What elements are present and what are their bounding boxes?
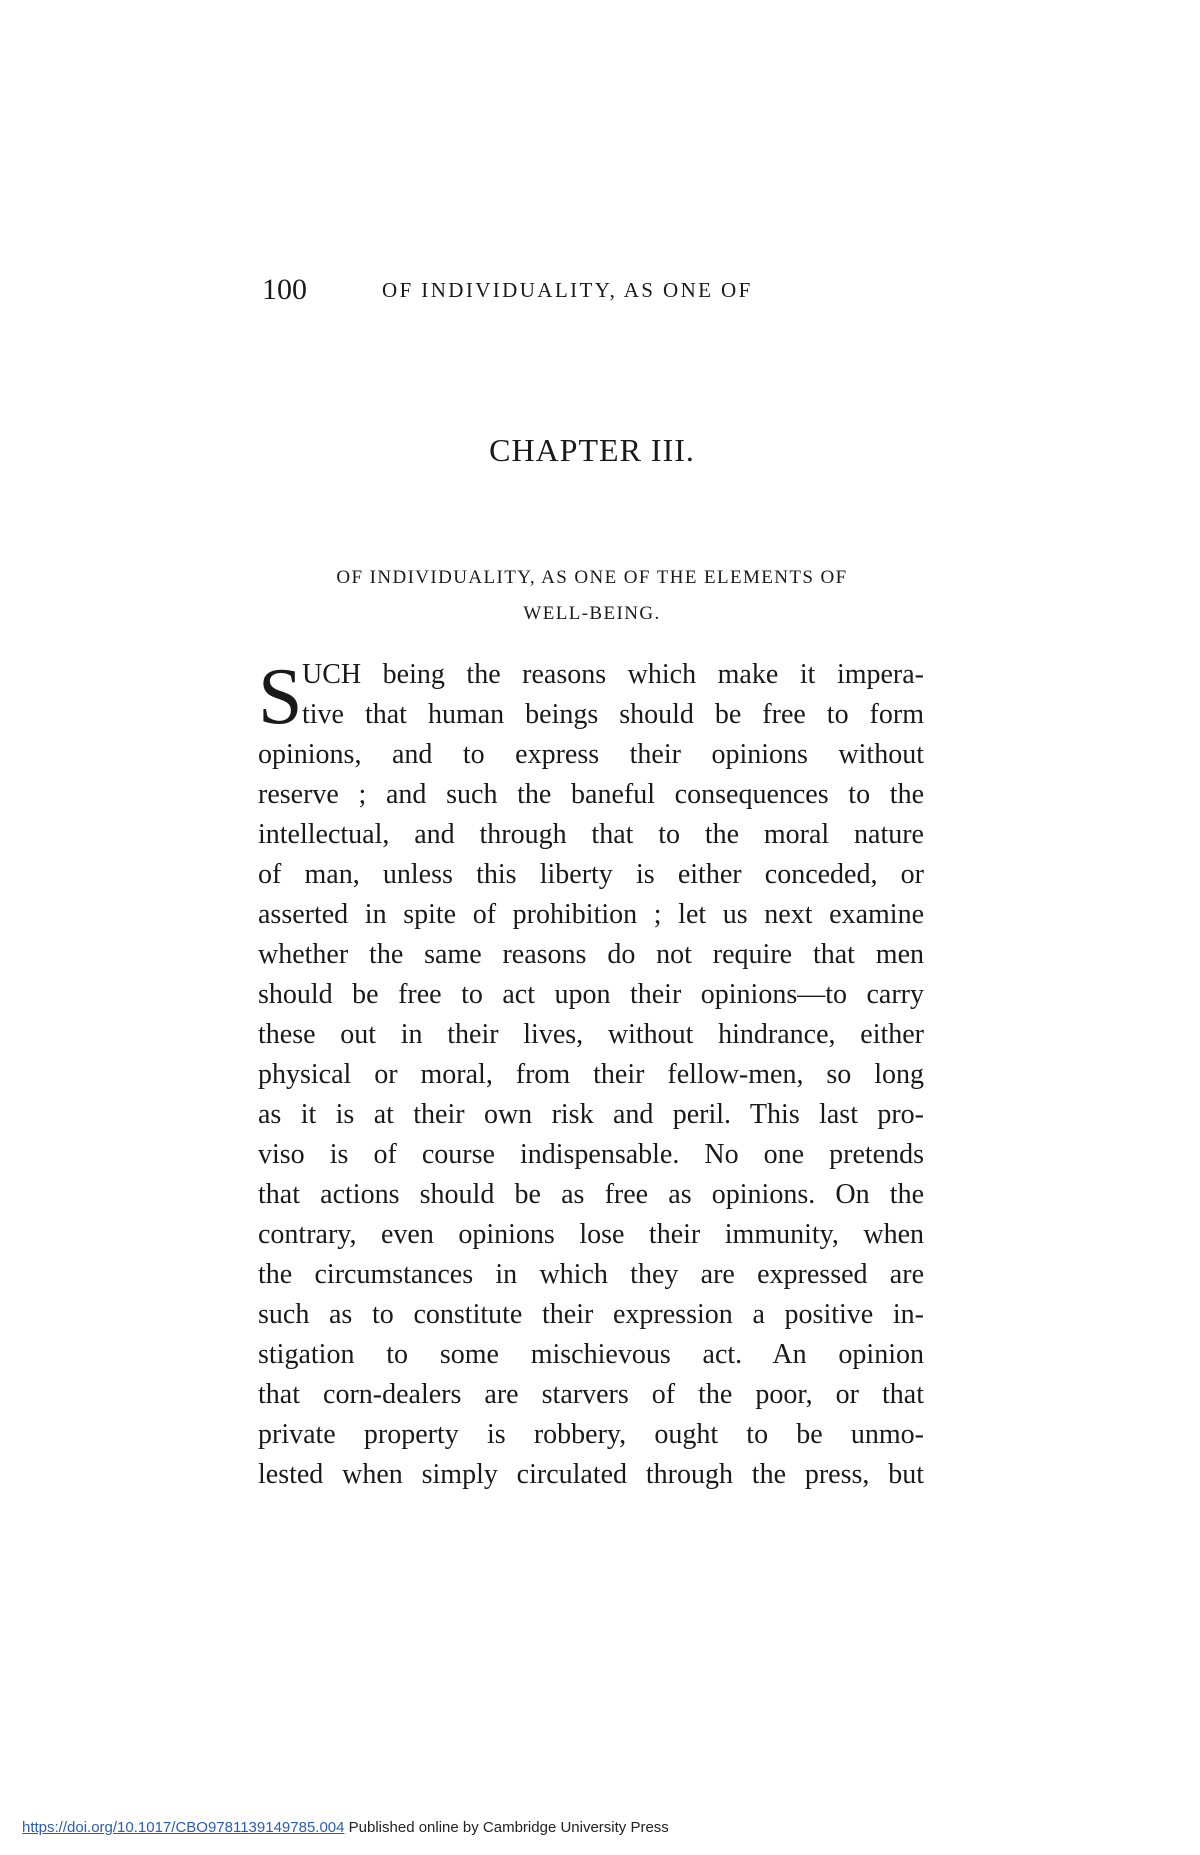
publisher-credit: Published online by Cambridge University Press [348, 1819, 669, 1836]
text-line: whether the same reasons do not require that men [258, 939, 924, 970]
text-line: intellectual, and through that to the moral nature [258, 819, 924, 850]
body-text [258, 655, 924, 1495]
text-line: lested when simply circulated through the press, but [258, 1459, 924, 1490]
page-number: 100 [262, 273, 307, 306]
footer [22, 1818, 669, 1838]
chapter-title-line-1: OF INDIVIDUALITY, AS ONE OF THE ELEMENTS OF [336, 567, 848, 588]
drop-cap-lines [258, 653, 924, 741]
text-line: reserve ; and such the baneful consequences to the [258, 779, 924, 810]
text-line: such as to constitute their expression a positive in- [258, 1299, 924, 1330]
text-line: viso is of course indispensable. No one pretends [258, 1139, 924, 1170]
doi-link[interactable]: https://doi.org/10.1017/CBO9781139149785.004 [22, 1819, 345, 1836]
text-line: these out in their lives, without hindrance, either [258, 1019, 924, 1050]
text-line: that corn-dealers are starvers of the poor, or that [258, 1379, 924, 1410]
text-line: as it is at their own risk and peril. This last pro- [258, 1099, 924, 1130]
text-line: stigation to some mischievous act. An opinion [258, 1339, 924, 1370]
chapter-heading: CHAPTER III. [489, 432, 695, 468]
text-line: physical or moral, from their fellow-men, so long [258, 1059, 924, 1090]
text-line: should be free to act upon their opinions—to carry [258, 979, 924, 1010]
text-line: that actions should be as free as opinions. On the [258, 1179, 924, 1210]
running-head [262, 270, 922, 310]
text-line: opinions, and to express their opinions without [258, 739, 924, 770]
text-line: of man, unless this liberty is either conceded, or [258, 859, 924, 890]
drop-cap: S [258, 653, 303, 741]
text-line: contrary, even opinions lose their immunity, when [258, 1219, 924, 1250]
chapter-title-line-2: WELL-BEING. [523, 603, 661, 624]
running-title: OF INDIVIDUALITY, AS ONE OF [382, 278, 753, 302]
text-line: tive that human beings should be free to form [302, 699, 924, 730]
chapter-title [262, 560, 922, 632]
text-line: the circumstances in which they are expressed are [258, 1259, 924, 1290]
text-line: asserted in spite of prohibition ; let us next examine [258, 899, 924, 930]
text-line: UCH being the reasons which make it impera- [302, 659, 924, 690]
text-line: private property is robbery, ought to be unmo- [258, 1419, 924, 1450]
